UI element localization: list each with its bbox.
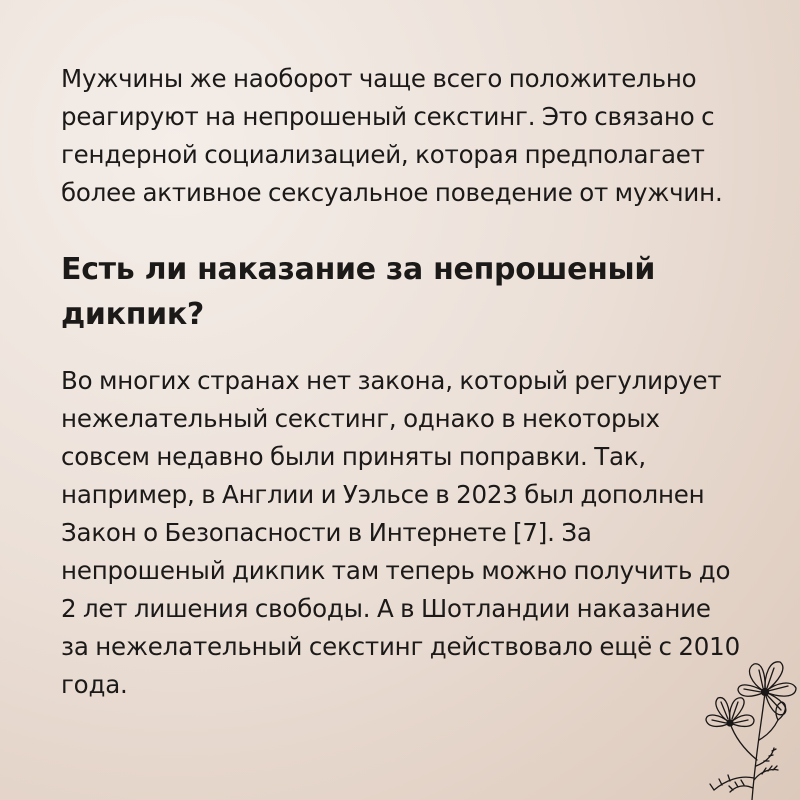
body-paragraph: Во многих странах нет закона, который регулирует нежелательный секстинг, однако в некоторых совсем недавно были приняты поправки. Так, например, в Англии и Уэльсе в 2023 был дополнен Закон о Безопасности в Интернете [7]. За непрошеный дикпик там теперь можно получить до 2 лет лишения свободы. А в Шотландии наказание за нежелательный секстинг действовало ещё с 2010 года. <box>61 366 740 699</box>
section-heading: Есть ли наказание за непрошеный дикпик? <box>61 252 656 332</box>
intro-paragraph: Мужчины же наоборот чаще всего положительно реагируют на непрошеный секстинг. Это связано с гендерной социализацией, которая предполагает более активное сексуальное поведение от мужчин. <box>61 64 723 207</box>
article-body <box>61 60 751 704</box>
flower-illustration-icon <box>640 640 800 800</box>
